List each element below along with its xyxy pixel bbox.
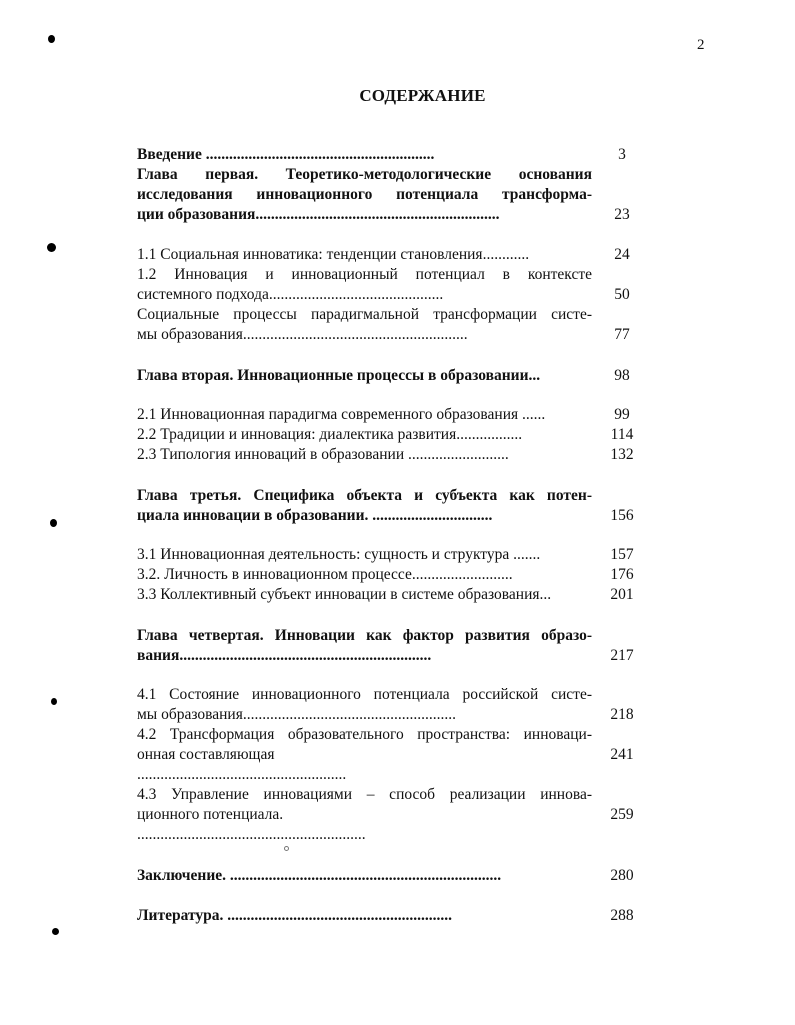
toc-entry-section-3-1: 3.1 Инновационная деятельность: сущность и структура ....... <box>137 546 541 563</box>
toc-entry-section-1-3: мы образования.......................................................... <box>137 326 468 343</box>
toc-page-number: 217 <box>610 647 634 664</box>
toc-entry-chapter-1: ции образования............................................................... <box>137 206 500 223</box>
toc-entry-conclusion: Заключение. ...................................................................... <box>137 867 502 884</box>
scan-speck <box>284 846 289 851</box>
toc-entry-introduction: Введение ........................................................... <box>137 146 435 163</box>
toc-page-number: 201 <box>610 586 634 603</box>
toc-leader-dots: ...................................................... <box>137 766 347 783</box>
toc-entry-section-4-3: 4.3 Управление инновациями – способ реализации иннова- <box>137 786 592 803</box>
toc-page-number: 157 <box>610 546 634 563</box>
toc-entry-section-1-2: системного подхода............................................. <box>137 286 444 303</box>
toc-entry-section-2-2: 2.2 Традиции и инновация: диалектика развития................. <box>137 426 523 443</box>
toc-entry-section-4-2: онная составляющая <box>137 746 275 763</box>
scan-mark <box>47 243 56 252</box>
toc-page-number: 176 <box>610 566 634 583</box>
scan-mark <box>50 519 57 527</box>
toc-entry-chapter-1: Глава первая. Теоретико-методологические основания <box>137 166 592 183</box>
toc-entry-chapter-3: циала инновации в образовании. ............................... <box>137 507 493 524</box>
toc-entry-section-2-1: 2.1 Инновационная парадигма современного образования ...... <box>137 406 546 423</box>
toc-page-number: 280 <box>610 867 634 884</box>
toc-entry-chapter-2: Глава вторая. Инновационные процессы в образовании... <box>137 367 541 384</box>
toc-entry-chapter-4: вания................................................................. <box>137 647 432 664</box>
toc-entry-chapter-3: Глава третья. Специфика объекта и субъекта как потен- <box>137 487 592 504</box>
toc-entry-section-4-3: ционного потенциала. <box>137 806 284 823</box>
toc-entry-section-1-1: 1.1 Социальная инноватика: тенденции становления............ <box>137 246 530 263</box>
toc-page-number: 156 <box>610 507 634 524</box>
toc-page-number: 259 <box>610 806 634 823</box>
toc-page-number: 218 <box>610 706 634 723</box>
toc-entry-section-4-2: 4.2 Трансформация образовательного пространства: инноваци- <box>137 726 592 743</box>
toc-entry-section-3-2: 3.2. Личность в инновационном процессе.......................... <box>137 566 513 583</box>
toc-entry-section-1-3: Социальные процессы парадигмальной трансформации систе- <box>137 306 592 323</box>
toc-entry-section-2-3: 2.3 Типология инноваций в образовании .......................... <box>137 446 509 463</box>
scan-mark <box>52 928 59 935</box>
toc-entry-references: Литература. .......................................................... <box>137 907 452 924</box>
toc-entry-section-1-2: 1.2 Инновация и инновационный потенциал в контексте <box>137 266 592 283</box>
toc-entry-chapter-1: исследования инновационного потенциала трансформа- <box>137 186 592 203</box>
toc-page-number: 114 <box>610 426 634 443</box>
scan-mark <box>48 35 55 43</box>
toc-page-number: 99 <box>614 406 630 423</box>
toc-entry-chapter-4: Глава четвертая. Инновации как фактор развития образо- <box>137 627 592 644</box>
toc-page-number: 288 <box>610 907 634 924</box>
toc-page-number: 23 <box>614 206 630 223</box>
toc-page-number: 3 <box>618 146 626 163</box>
toc-page-number: 241 <box>610 746 634 763</box>
toc-page-number: 98 <box>614 367 630 384</box>
toc-entry-section-4-1: 4.1 Состояние инновационного потенциала российской систе- <box>137 686 592 703</box>
toc-entry-section-3-3: 3.3 Коллективный субъект инновации в системе образования... <box>137 586 552 603</box>
toc-entry-section-4-1: мы образования....................................................... <box>137 706 456 723</box>
page-title: СОДЕРЖАНИЕ <box>359 86 486 105</box>
toc-page-number: 132 <box>610 446 634 463</box>
page-number: 2 <box>697 37 705 53</box>
scan-mark <box>51 698 57 705</box>
toc-page-number: 50 <box>614 286 630 303</box>
toc-page-number: 77 <box>614 326 630 343</box>
toc-page-number: 24 <box>614 246 630 263</box>
toc-leader-dots: ........................................................... <box>137 826 366 843</box>
